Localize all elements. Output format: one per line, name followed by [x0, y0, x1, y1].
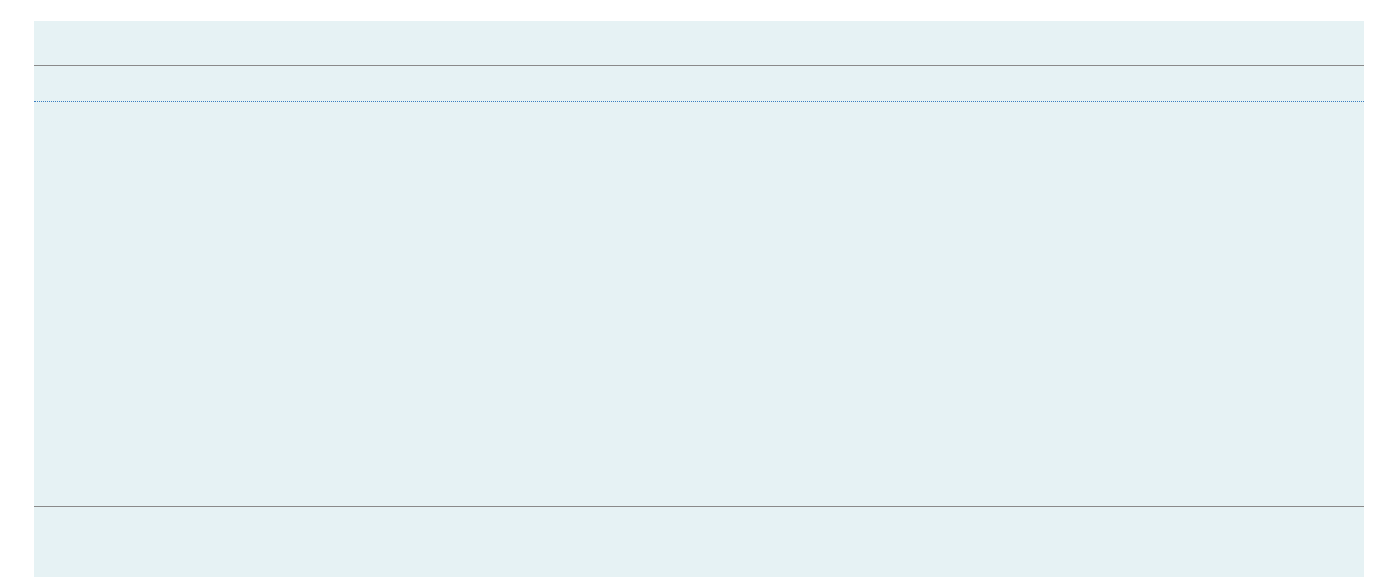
header-dotted-rule	[34, 101, 1364, 102]
table-caption	[42, 33, 48, 51]
top-rule	[34, 65, 1364, 66]
table-panel	[34, 21, 1364, 577]
bottom-rule	[34, 506, 1364, 507]
